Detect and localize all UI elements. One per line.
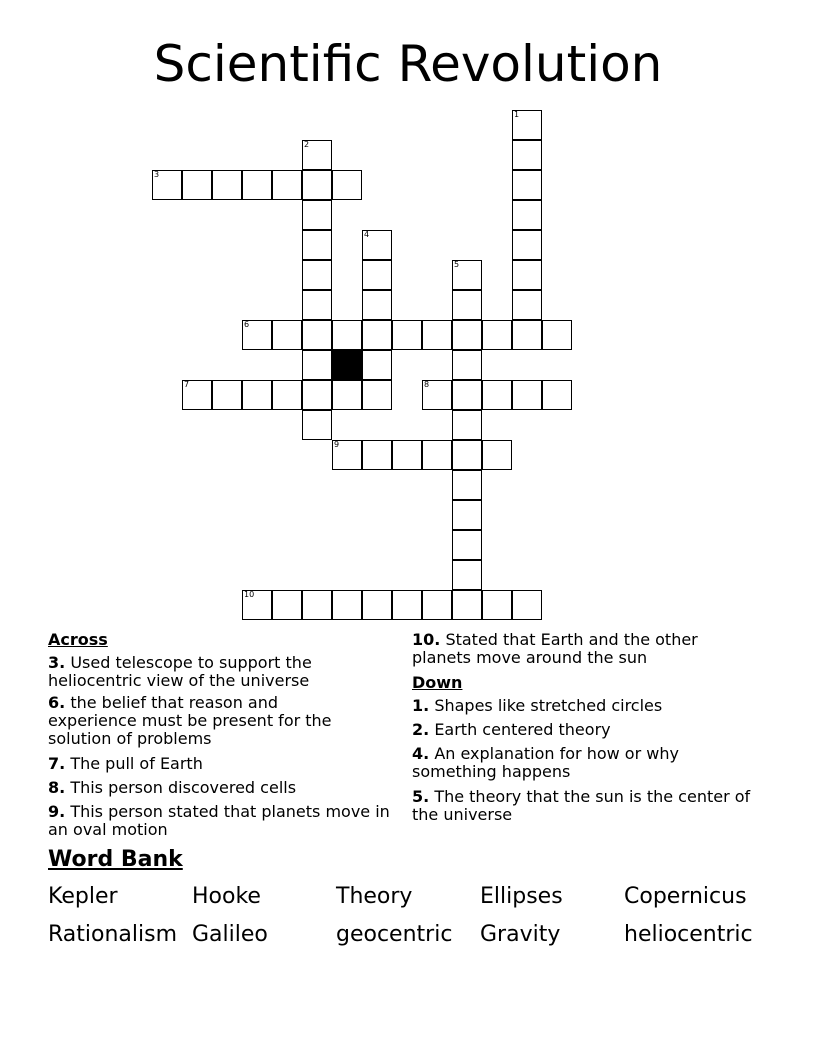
- clue-text: An explanation for how or why something happens: [412, 744, 679, 781]
- cell-number: 1: [514, 110, 520, 119]
- word-bank-item: Copernicus: [624, 884, 747, 909]
- clue-number: 10.: [412, 630, 441, 649]
- clue-across-3: [48, 654, 348, 690]
- word-bank-title: Word Bank: [48, 847, 183, 872]
- clue-number: 8.: [48, 778, 66, 797]
- cell-number: 6: [244, 320, 250, 329]
- clue-number: 9.: [48, 802, 66, 821]
- clue-across-6: [48, 694, 358, 748]
- page-title: Scientific Revolution: [153, 35, 663, 93]
- cell-number: 8: [424, 380, 430, 389]
- word-bank-item: Theory: [336, 884, 413, 909]
- clue-text: The theory that the sun is the center of the universe: [412, 787, 751, 824]
- clue-number: 1.: [412, 696, 430, 715]
- cell-number: 5: [454, 260, 460, 269]
- clue-down-5: [412, 788, 757, 824]
- clue-text: Used telescope to support the heliocentric view of the universe: [48, 653, 312, 690]
- cell-number: 4: [364, 230, 370, 239]
- word-bank-item: Kepler: [48, 884, 118, 909]
- clue-down-2: [412, 721, 742, 739]
- clue-number: 7.: [48, 754, 66, 773]
- across-heading: Across: [48, 630, 108, 649]
- clue-text: Earth centered theory: [434, 720, 611, 739]
- cell-number: 7: [184, 380, 190, 389]
- clue-down-1: [412, 697, 742, 715]
- word-bank-item: Hooke: [192, 884, 261, 909]
- down-heading: Down: [412, 673, 463, 692]
- clue-text: Stated that Earth and the other planets move around the sun: [412, 630, 698, 667]
- clue-text: The pull of Earth: [70, 754, 203, 773]
- cell-number: 9: [334, 440, 340, 449]
- clue-number: 5.: [412, 787, 430, 806]
- clue-down-4: [412, 745, 712, 781]
- word-bank-item: Galileo: [192, 922, 268, 947]
- word-bank-item: Gravity: [480, 922, 561, 947]
- clue-number: 6.: [48, 693, 66, 712]
- clue-across-8: [48, 779, 378, 797]
- word-bank-item: Rationalism: [48, 922, 178, 947]
- clue-number: 3.: [48, 653, 66, 672]
- clue-text: This person stated that planets move in an oval motion: [48, 802, 390, 839]
- clue-across-7: [48, 755, 378, 773]
- word-bank-item: heliocentric: [624, 922, 753, 947]
- cell-number: 10: [244, 590, 255, 599]
- cell-number: 3: [154, 170, 160, 179]
- clue-text: the belief that reason and experience must be present for the solution of problems: [48, 693, 332, 748]
- clue-number: 4.: [412, 744, 430, 763]
- clue-text: Shapes like stretched circles: [434, 696, 663, 715]
- word-bank-item: Ellipses: [480, 884, 563, 909]
- word-bank-item: geocentric: [336, 922, 453, 947]
- cell-number: 2: [304, 140, 310, 149]
- clue-number: 2.: [412, 720, 430, 739]
- clue-across-9: [48, 803, 393, 839]
- clue-across-10: [412, 631, 732, 667]
- clue-text: This person discovered cells: [70, 778, 297, 797]
